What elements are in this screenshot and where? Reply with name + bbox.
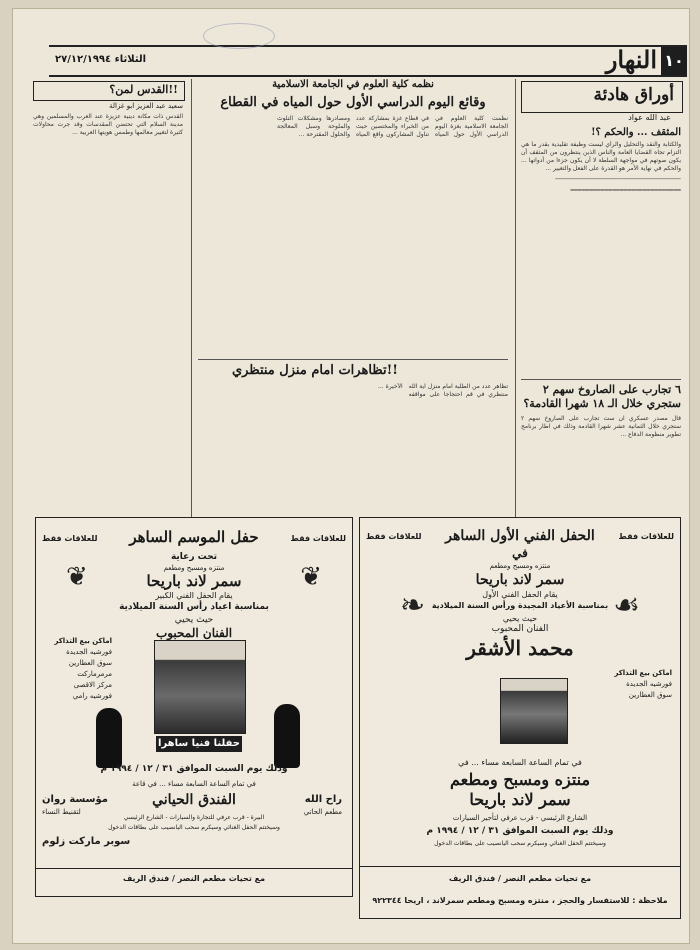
ad-right-performer-title: الفنان المحبوب (491, 624, 549, 634)
ticket-outlet: سوق العطارين (68, 659, 112, 667)
dancers-illustration (274, 704, 300, 768)
ad-left-banner: حفلنا فنيا ساهرا (156, 736, 242, 752)
ad-right-title-2: في (512, 546, 528, 560)
left-headline-box (33, 81, 185, 101)
ad-left-tag-right: للعلاقات فقط (290, 534, 346, 543)
demo-body-text: تظاهر عدد من الطلبة امام منزل آية الله منتظري في قم احتجاجا على مواقفه الأخيرة ... (377, 383, 508, 398)
ad-left-location: في تمام الساعة السابعة مساء ... في قاعة (132, 780, 256, 788)
left-body-text: القدس ذات مكانة دينية عزيزة عند العرب والمسلمين وهي مدينة السلام التي تحتضن المقدسات وقد جرت محاولات كثيرة لتغيير معالمها وطمس هويتها العربية ... (33, 113, 183, 136)
concert-ad-right (359, 517, 681, 919)
center-body-text: نظمت كلية العلوم في الجامعة الاسلامية بغزة اليوم الدراسي الأول حول المياه في قطاع غزة بمشاركة عدد من الخبراء والمختصين حيث تناول المشاركون واقع المياه ومصادرها ومشكلات التلوث والملوحة وسبل المعالجة والحلول المقترحة ... (277, 115, 508, 138)
rule (521, 379, 681, 380)
left-author: سعيد عبد العزيز ابو غزالة (109, 102, 183, 110)
left-headline: القدس لمن؟!! (109, 83, 178, 96)
tickets-label: اماكن بيع التذاكر (54, 637, 112, 645)
center-headline: وقائع اليوم الدراسي الأول حول المياه في القطاع (220, 95, 486, 110)
left-body (33, 113, 183, 513)
rule (198, 359, 508, 360)
ticket-outlet: مركز الاقصى (73, 681, 112, 689)
ad-left-title: حفل الموسم الساهر (129, 528, 259, 546)
sponsor-3: سوبر ماركت زلوم (42, 836, 131, 847)
ad-right-performer: محمد الأشقر (466, 636, 574, 660)
ad-right-title: الحفل الفني الأول الساهر (445, 528, 595, 544)
ad-left-address: البيرة - قرب عرفي للتجارة والسيارات - الشارع الرئيسي (123, 814, 265, 821)
dancers-illustration (96, 708, 122, 768)
performer-photo (500, 678, 568, 744)
demo-body (198, 383, 508, 513)
column-divider (515, 79, 516, 519)
performer-photo (154, 640, 246, 734)
concert-ad-left (35, 517, 353, 897)
ad-right-venue: سمر لاند باريحا (475, 572, 565, 588)
ornament-icon: ❧ (400, 588, 426, 623)
center-kicker: نظمه كلية العلوم في الجامعة الاسلامية (272, 79, 434, 90)
ad-right-address: الشارع الرئيسي - قرب عرفي لتأجير السيارات (452, 814, 588, 822)
newspaper-page (12, 8, 690, 944)
ticket-outlet: فورشيه الجديدة (66, 648, 112, 656)
sponsor-2-sub: مطعم الحاتي (303, 808, 342, 816)
ad-right-host: يقام الحفل الفني الأول (482, 590, 558, 599)
ad-right-occasion: بمناسبة الأعياد المجيدة ورأس السنة الميلادية (431, 601, 609, 610)
ticket-outlet: سوق العطارين (628, 691, 672, 699)
ad-left-host: يقام الحفل الفني الكبير (155, 591, 233, 600)
sponsor-2: راح الله (304, 794, 342, 805)
column-divider (191, 79, 192, 519)
center-body (198, 115, 508, 353)
paper-name: النهار (605, 45, 657, 74)
column-section-title: المثقف ... والحكم ؟! (591, 127, 681, 138)
ad-right-big-line-2: سمر لاند باريحا (469, 790, 571, 809)
demo-headline: تظاهرات امام منزل منتظري!! (231, 363, 398, 378)
ad-right-tag-left: للعلاقات فقط (366, 532, 422, 541)
missile-body-text: قال مصدر عسكري ان ست تجارب على الصاروخ سهم ٢ ستجري خلال الثمانية عشر شهرا القادمة وذلك في اطار برنامج تطوير منظومة الدفاع ... (521, 415, 681, 438)
ad-right-note: وسيختتم الحفل الغنائي وسيكرم سحب اليانصيب على بطاقات الدخول (434, 840, 606, 847)
ornament-icon: ☙ (613, 588, 640, 623)
ticket-outlet: مرمرماركت (77, 670, 112, 678)
sponsor-1: مؤسسة روان (42, 794, 108, 805)
ad-right-tickets (592, 668, 672, 701)
issue-date: الثلاثاء ٢٧/١٢/١٩٩٤ (55, 54, 147, 65)
column-body-text: والكتابة والنقد والتحليل والرأي ليست وظيفة تقليدية بقدر ما هي التزام تجاه القضايا العامة والناس الذين ينتظرون من المثقف أن يكون صوتهم في مواجهة السلطة لا أن يكون جزءا من أدواتها ... والحكم في نهاية الأمر هو القدرة على الفعل والتغيير ... (521, 141, 681, 172)
page-number: ١٠ (661, 47, 687, 75)
missile-body (521, 415, 681, 515)
missile-headline: ٦ تجارب على الصاروخ سهم ٢ ستجري خلال الـ ١٨ شهرا القادمة؟ (523, 383, 681, 410)
ad-left-hall: الفندق الحياني (152, 792, 236, 808)
masthead (49, 45, 687, 77)
column-title-box (521, 81, 683, 113)
rule (360, 866, 680, 867)
ad-right-bottom-line: ملاحظة : للاستفسار والحجز ، منتزه ومسبح ومطعم سمرلاند ، اريحا ٩٢٢٣٤٤ (372, 896, 668, 905)
ad-right-performer-label: حيث يحيي (502, 614, 538, 623)
tickets-label: اماكن بيع التذاكر (614, 669, 672, 677)
ad-left-subtitle: تحت رعاية (170, 552, 218, 562)
ornament-icon: ❦ (66, 562, 88, 592)
ticket-outlet: فورشيه رامي (72, 692, 112, 700)
ad-right-big-line-1: منتزه ومسبح ومطعم (449, 770, 591, 789)
ad-left-venue: سمر لاند باريحا (146, 572, 242, 590)
column-body: والكتابة والنقد والتحليل والرأي ليست وظيفة تقليدية بقدر ما هي التزام تجاه القضايا العامة والناس الذين ينتظرون من المثقف أن يكون صوتهم في مواجهة السلطة لا أن يكون جزءا من أدواتها ... والحكم في نهاية الأمر هو القدرة على الفعل والتغيير ... ───────────────────────────────── ━━━━━━━━━━━━━━━━━━━━━━━━━━━━━ (521, 141, 681, 194)
ad-left-footer-repeat: مع تحيات مطعم النصر / فندق الريف (448, 874, 592, 883)
ad-left-occasion: بمناسبة اعياد رأس السنة الميلادية (119, 602, 269, 612)
ad-left-footer: مع تحيات مطعم النصر / فندق الريف (122, 874, 266, 883)
rule (36, 868, 352, 869)
ad-left-tickets (40, 636, 112, 702)
ad-left-organizer: منتزه ومسبح ومطعم (163, 564, 225, 572)
ad-left-performer-label: حيث يحيي (174, 615, 214, 625)
column-title: أوراق هادئة (593, 85, 674, 105)
ad-right-time: في تمام الساعة السابعة مساء ... في (458, 758, 582, 767)
ad-right-tag-right: للعلاقات فقط (618, 532, 674, 541)
ad-right-organizer: منتزه ومسبح ومطعم (489, 562, 551, 570)
ornament-icon: ❦ (300, 562, 322, 592)
column-author: عبد الله عواد (628, 113, 671, 122)
ticket-outlet: فورشيه الجديدة (626, 680, 672, 688)
ad-right-date: وذلك يوم السبت الموافق ٣١ / ١٢ / ١٩٩٤ م (426, 826, 614, 836)
sponsor-1-sub: لتقنيط النساء (42, 808, 81, 816)
ad-left-note: وسيختتم الحفل الغنائي وسيكرم سحب اليانصيب على بطاقات الدخول (108, 824, 280, 831)
ad-left-performer: الفنان المحبوب (155, 626, 233, 640)
ad-left-date: وذلك يوم السبت الموافق ٣١ / ١٢ / ١٩٩٤ م (100, 764, 288, 774)
library-stamp (203, 23, 275, 49)
ad-left-tag-left: للعلاقات فقط (42, 534, 98, 543)
